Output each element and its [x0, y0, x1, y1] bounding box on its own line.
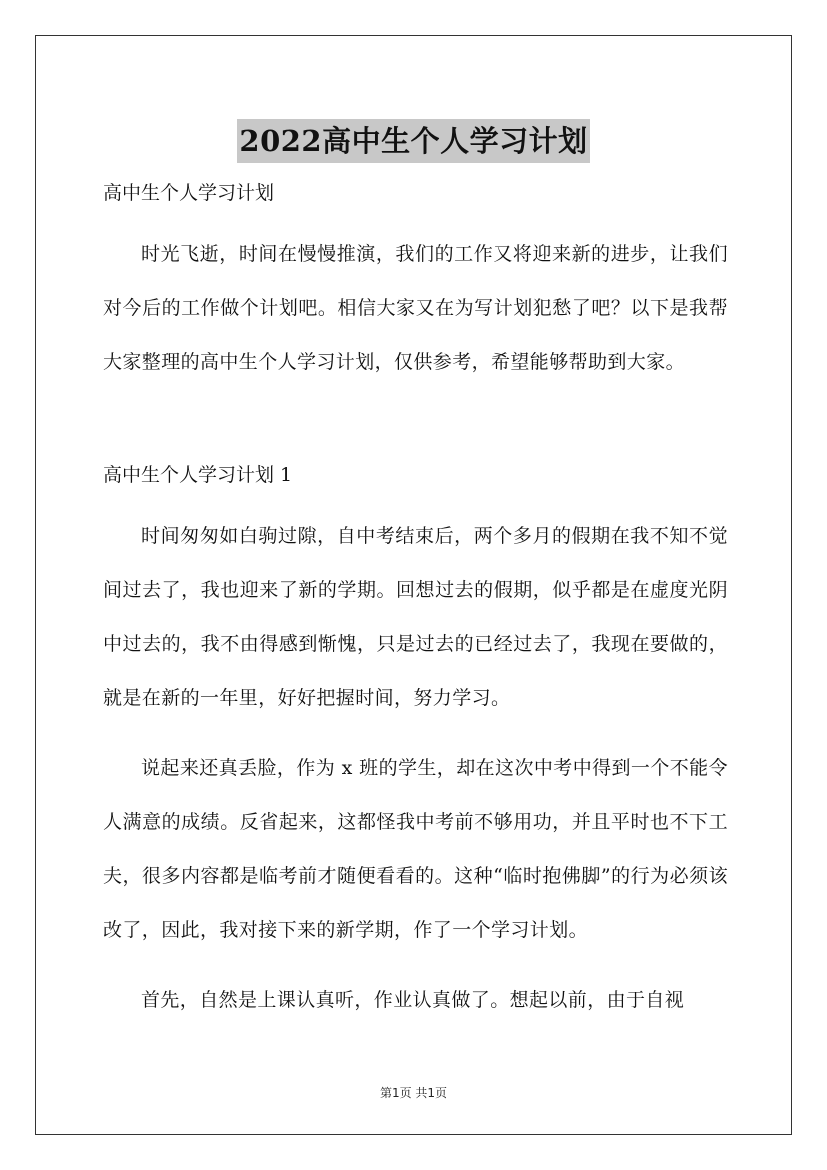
section-heading-intro: 高中生个人学习计划 [103, 182, 275, 204]
document-body [103, 175, 728, 1027]
intro-paragraph: 时光飞逝，时间在慢慢推演，我们的工作又将迎来新的进步，让我们对今后的工作做个计划吧。相信大家又在为写计划犯愁了吧？以下是我帮大家整理的高中生个人学习计划，仅供参考，希望能够帮助到大家。 [103, 243, 728, 373]
section-heading-plan-1: 高中生个人学习计划 1 [103, 464, 293, 486]
plan-1-paragraph-1: 时间匆匆如白驹过隙，自中考结束后，两个多月的假期在我不知不觉间过去了，我也迎来了新的学期。回想过去的假期，似乎都是在虚度光阴中过去的，我不由得感到惭愧，只是过去的已经过去了，我现在要做的，就是在新的一年里，好好把握时间，努力学习。 [103, 525, 728, 709]
document-title: 2022高中生个人学习计划 [237, 119, 589, 163]
plan-1-paragraph-3: 首先，自然是上课认真听，作业认真做了。想起以前，由于自视 [141, 989, 685, 1011]
page-footer: 第1页 共1页 [379, 1086, 448, 1100]
plan-1-paragraph-2: 说起来还真丢脸，作为 x 班的学生，却在这次中考中得到一个不能令人满意的成绩。反省起来，这都怪我中考前不够用功，并且平时也不下工夫，很多内容都是临考前才随便看看的。这种“临时抱佛脚”的行为必须该改了，因此，我对接下来的新学期，作了一个学习计划。 [103, 757, 728, 941]
title-area [0, 100, 827, 183]
